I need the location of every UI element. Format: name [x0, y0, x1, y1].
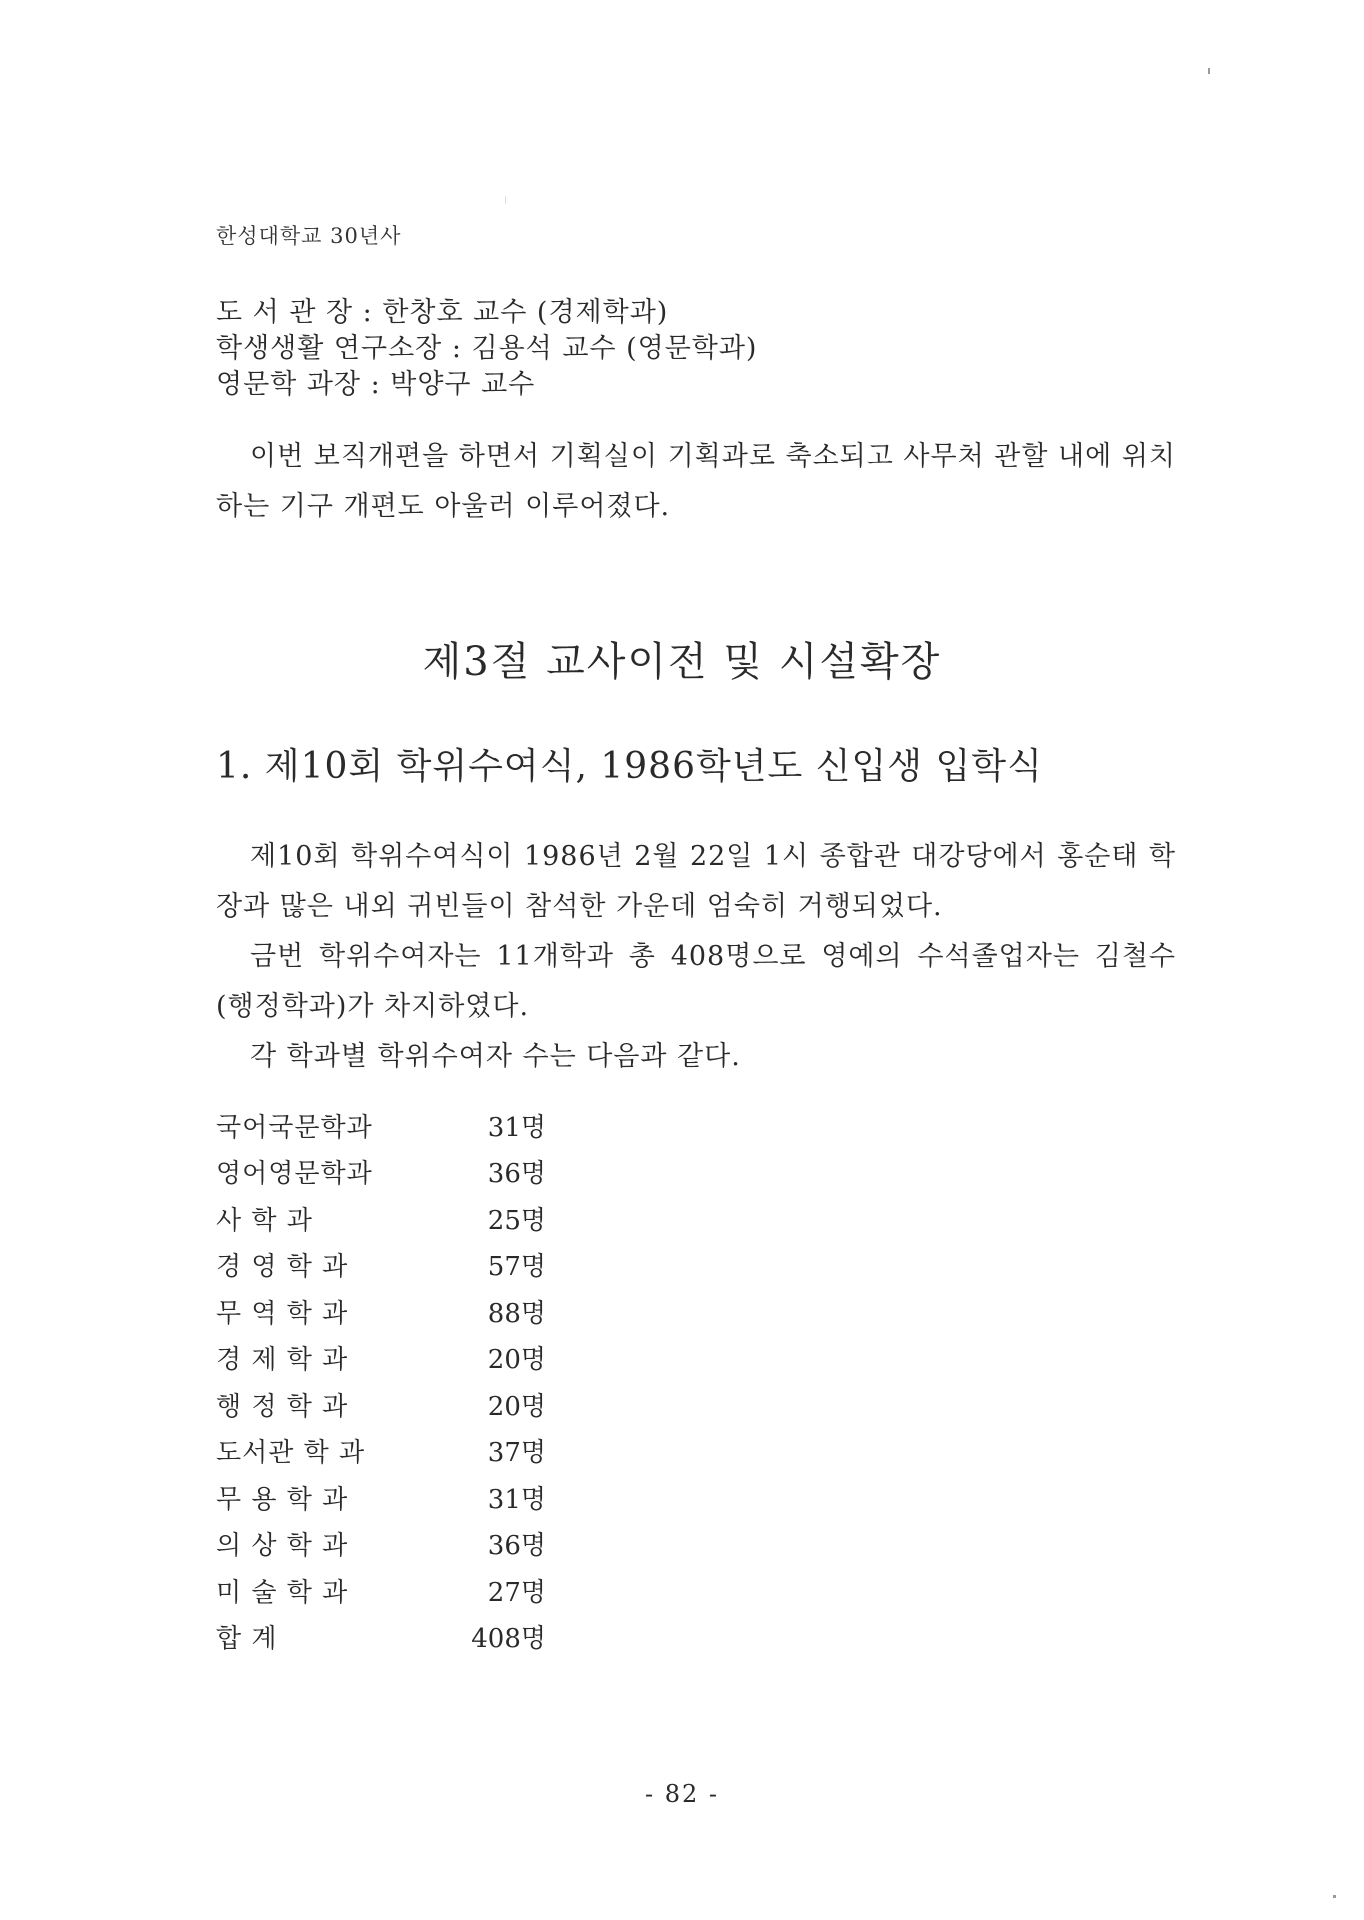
department-name: 행 정 학 과 — [216, 1391, 349, 1422]
page-number: - 82 - — [644, 1780, 719, 1808]
running-header: 한성대학교 30년사 — [216, 224, 402, 248]
department-name: 영어영문학과 — [216, 1159, 373, 1190]
body-paragraph: 금번 학위수여자는 11개학과 총 408명으로 영예의 수석졸업자는 김철수(행정학과)가 차지하였다. — [216, 941, 1176, 1022]
department-name: 사 학 과 — [216, 1205, 313, 1236]
total-label: 합 계 — [216, 1624, 278, 1655]
table-row — [216, 1521, 546, 1568]
body-paragraph: 제10회 학위수여식이 1986년 2월 22일 1시 종합관 대강당에서 홍순태 학장과 많은 내외 귀빈들이 참석한 가운데 엄숙히 거행되었다. — [216, 841, 1176, 922]
table-row — [216, 1474, 546, 1521]
department-name: 무 용 학 과 — [216, 1484, 349, 1515]
scan-speck — [505, 196, 506, 204]
table-row — [216, 1381, 546, 1428]
table-row — [216, 1335, 546, 1382]
department-name: 경 제 학 과 — [216, 1345, 349, 1376]
department-name: 경 영 학 과 — [216, 1252, 349, 1283]
table-row — [216, 1428, 546, 1475]
reorganization-text: 이번 보직개편을 하면서 기획실이 기획과로 축소되고 사무처 관할 내에 위치하는 기구 개편도 아울러 이루어졌다. — [216, 441, 1176, 522]
total-count: 408명 — [471, 1624, 546, 1655]
department-name: 미 술 학 과 — [216, 1577, 349, 1608]
table-row — [216, 1149, 546, 1196]
body-text — [216, 832, 1176, 1082]
table-row — [216, 1242, 546, 1289]
graduate-count: 57명 — [487, 1252, 546, 1283]
scan-speck — [1208, 68, 1210, 74]
scan-speck — [1333, 1895, 1336, 1898]
graduate-count: 36명 — [487, 1159, 546, 1190]
graduate-count: 25명 — [487, 1205, 546, 1236]
appointment-english-chair: 영문학 과장 : 박양구 교수 — [216, 369, 536, 400]
table-row — [216, 1288, 546, 1335]
graduate-count: 20명 — [487, 1345, 546, 1376]
graduate-count: 27명 — [487, 1577, 546, 1608]
graduate-count: 37명 — [487, 1438, 546, 1469]
body-paragraph: 각 학과별 학위수여자 수는 다음과 같다. — [250, 1041, 741, 1072]
table-row — [216, 1567, 546, 1614]
department-name: 도서관 학 과 — [216, 1438, 366, 1469]
section-title: 제3절 교사이전 및 시설확장 — [422, 639, 942, 685]
graduate-count: 31명 — [487, 1112, 546, 1143]
subsection-title: 1. 제10회 학위수여식, 1986학년도 신입생 입학식 — [216, 746, 1043, 787]
department-name: 무 역 학 과 — [216, 1298, 349, 1329]
appointment-library-director: 도 서 관 장 : 한창호 교수 (경제학과) — [216, 297, 669, 328]
graduate-count: 36명 — [487, 1531, 546, 1562]
graduates-by-department-table — [216, 1102, 546, 1660]
total-row — [216, 1614, 546, 1661]
department-name: 국어국문학과 — [216, 1112, 373, 1143]
graduate-count: 31명 — [487, 1484, 546, 1515]
appointment-student-life-director: 학생생활 연구소장 : 김용석 교수 (영문학과) — [216, 333, 758, 364]
graduate-count: 88명 — [487, 1298, 546, 1329]
graduate-count: 20명 — [487, 1391, 546, 1422]
reorganization-paragraph — [216, 432, 1176, 532]
department-name: 의 상 학 과 — [216, 1531, 349, 1562]
table-row — [216, 1195, 546, 1242]
table-row — [216, 1102, 546, 1149]
